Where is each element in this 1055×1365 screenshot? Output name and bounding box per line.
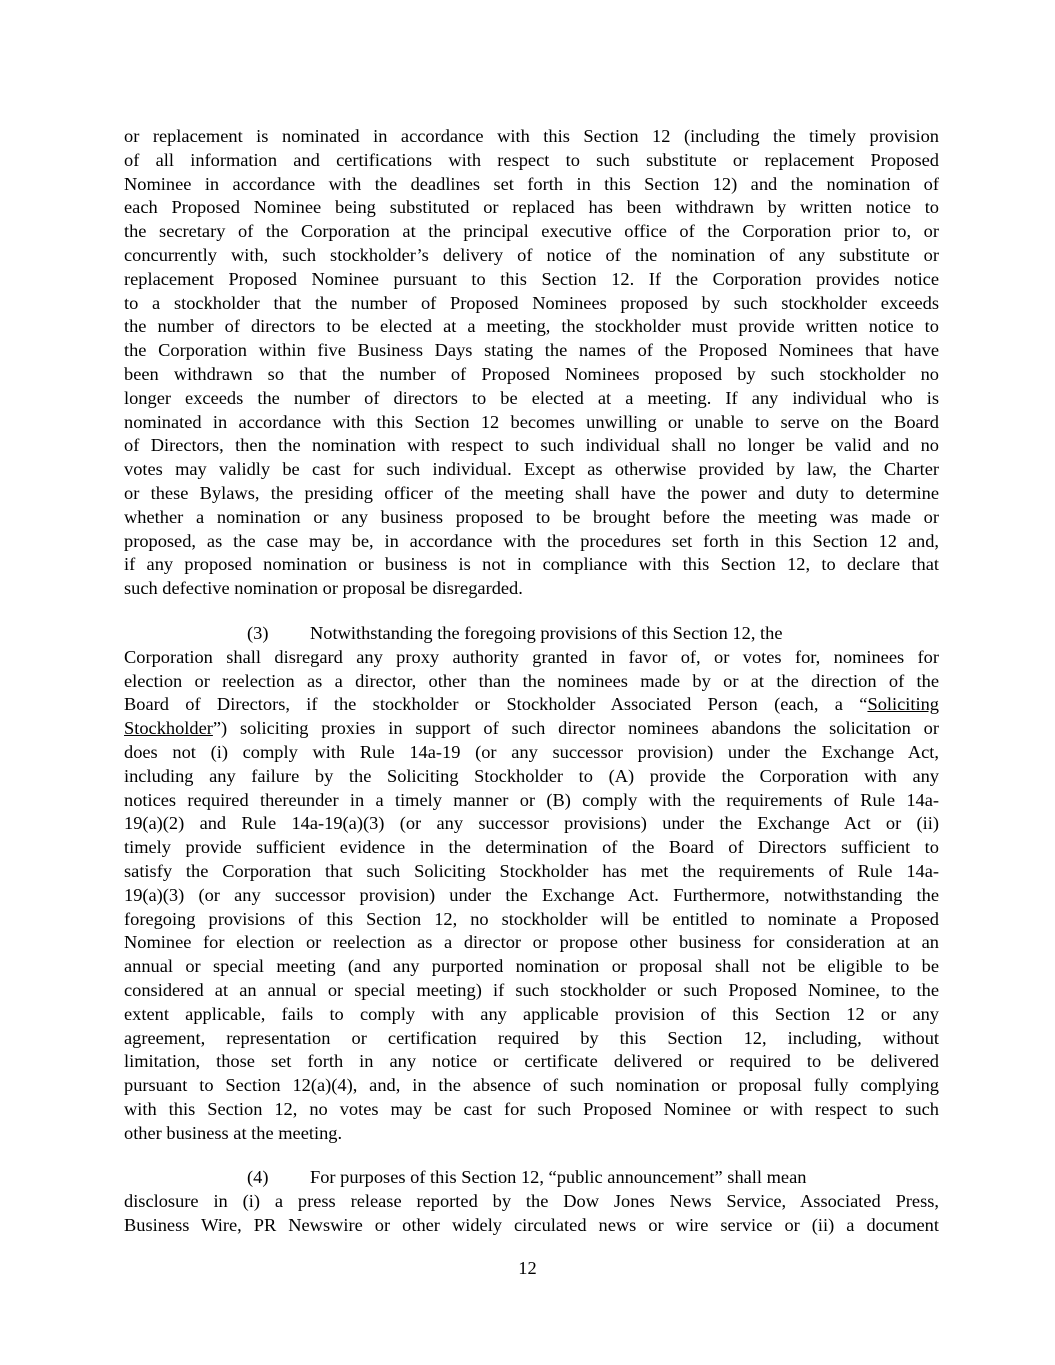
text-line: Corporation shall disregard any proxy authority granted in favor of, or votes for, nominees for bbox=[124, 646, 939, 667]
text-line: disclosure in (i) a press release reported by the Dow Jones News Service, Associated Press, bbox=[124, 1190, 939, 1211]
text-line: annual or special meeting (and any purported nomination or proposal shall not be eligible to be bbox=[124, 956, 939, 977]
paragraph-3 bbox=[124, 622, 939, 1146]
text-line: or these Bylaws, the presiding officer of the meeting shall have the power and duty to determine bbox=[124, 482, 939, 503]
text-line: whether a nomination or any business proposed to be brought before the meeting was made or bbox=[124, 506, 939, 527]
text-line: notices required thereunder in a timely manner or (B) comply with the requirements of Rule 14a- bbox=[124, 789, 939, 810]
defined-term: Soliciting bbox=[867, 694, 939, 715]
text-line: including any failure by the Soliciting Stockholder to (A) provide the Corporation with any bbox=[124, 765, 939, 786]
text-line: Nominee for election or reelection as a director or propose other business for consideration at an bbox=[124, 932, 939, 953]
text-line: nominated in accordance with this Section 12 becomes unwilling or unable to serve on the Board bbox=[124, 411, 939, 432]
page-number: 12 bbox=[518, 1258, 537, 1278]
text-line: foregoing provisions of this Section 12, no stockholder will be entitled to nominate a Proposed bbox=[124, 908, 939, 929]
text-line: of Directors, then the nomination with respect to such individual shall no longer be valid and no bbox=[124, 435, 939, 456]
text-line-with-term bbox=[124, 717, 939, 741]
text-line: the secretary of the Corporation at the principal executive office of the Corporation prior to, or bbox=[124, 221, 939, 242]
text-line: agreement, representation or certification required by this Section 12, including, without bbox=[124, 1027, 939, 1048]
text-line: the number of directors to be elected at a meeting, the stockholder must provide written notice to bbox=[124, 316, 939, 337]
defined-term: Stockholder bbox=[124, 718, 213, 739]
text-line: 19(a)(3) (or any successor provision) under the Exchange Act. Furthermore, notwithstanding the bbox=[124, 884, 939, 905]
text-line: Nominee in accordance with the deadlines set forth in this Section 12) and the nomination of bbox=[124, 173, 939, 194]
text-line: other business at the meeting. bbox=[124, 1122, 343, 1143]
text-line: satisfy the Corporation that such Soliciting Stockholder has met the requirements of Rule 14a- bbox=[124, 860, 939, 881]
text-line: extent applicable, fails to comply with any applicable provision of this Section 12 or any bbox=[124, 1003, 939, 1024]
text-line: Notwithstanding the foregoing provisions of this Section 12, the bbox=[310, 623, 783, 643]
text-line: with this Section 12, no votes may be cast for such Proposed Nominee or with respect to such bbox=[124, 1098, 939, 1119]
paragraph-first-line bbox=[124, 1166, 939, 1190]
text-line: if any proposed nomination or business is not in compliance with this Section 12, to declare that bbox=[124, 554, 939, 575]
text-line: the Corporation within five Business Days stating the names of the Proposed Nominees that have bbox=[124, 340, 939, 361]
text-line-with-term bbox=[124, 693, 939, 717]
paragraph-number: (4) bbox=[247, 1167, 269, 1187]
text-line: For purposes of this Section 12, “public announcement” shall mean bbox=[310, 1167, 807, 1187]
text-line: limitation, those set forth in any notice or certificate delivered or required to be delivered bbox=[124, 1051, 939, 1072]
paragraph-number: (3) bbox=[247, 623, 269, 643]
paragraph-4 bbox=[124, 1166, 939, 1237]
paragraph-continuation bbox=[124, 125, 939, 601]
text-segment: ”) soliciting proxies in support of such director nominees abandons the solicitation or bbox=[212, 718, 939, 739]
text-line: each Proposed Nominee being substituted or replaced has been withdrawn by written notice to bbox=[124, 197, 939, 218]
text-line: been withdrawn so that the number of Proposed Nominees proposed by such stockholder no bbox=[124, 363, 939, 384]
text-line: replacement Proposed Nominee pursuant to this Section 12. If the Corporation provides notice bbox=[124, 268, 939, 289]
text-segment: Board of Directors, if the stockholder or Stockholder Associated Person (each, a “ bbox=[124, 694, 868, 715]
paragraph-first-line bbox=[124, 622, 939, 646]
text-line: concurrently with, such stockholder’s delivery of notice of the nomination of any substitute or bbox=[124, 244, 939, 265]
text-line: proposed, as the case may be, in accordance with the procedures set forth in this Section 12 and, bbox=[124, 530, 939, 551]
text-line: pursuant to Section 12(a)(4), and, in the absence of such nomination or proposal fully complying bbox=[124, 1075, 939, 1096]
text-line: longer exceeds the number of directors to be elected at a meeting. If any individual who is bbox=[124, 387, 939, 408]
text-line: 19(a)(2) and Rule 14a-19(a)(3) (or any successor provisions) under the Exchange Act or (ii) bbox=[124, 813, 939, 834]
text-line: considered at an annual or special meeting) if such stockholder or such Proposed Nominee, to the bbox=[124, 979, 939, 1000]
text-line: votes may validly be cast for such individual. Except as otherwise provided by law, the Charter bbox=[124, 459, 939, 480]
text-line: such defective nomination or proposal be disregarded. bbox=[124, 578, 523, 599]
text-line: of all information and certifications with respect to such substitute or replacement Proposed bbox=[124, 149, 939, 170]
text-line: does not (i) comply with Rule 14a-19 (or any successor provision) under the Exchange Act, bbox=[124, 741, 939, 762]
text-line: or replacement is nominated in accordance with this Section 12 (including the timely provision bbox=[124, 126, 939, 146]
text-line: Business Wire, PR Newswire or other widely circulated news or wire service or (ii) a document bbox=[124, 1214, 939, 1235]
text-line: election or reelection as a director, other than the nominees made by or at the direction of the bbox=[124, 670, 939, 691]
text-line: timely provide sufficient evidence in the determination of the Board of Directors sufficient to bbox=[124, 837, 939, 858]
text-line: to a stockholder that the number of Proposed Nominees proposed by such stockholder exceeds bbox=[124, 292, 939, 313]
